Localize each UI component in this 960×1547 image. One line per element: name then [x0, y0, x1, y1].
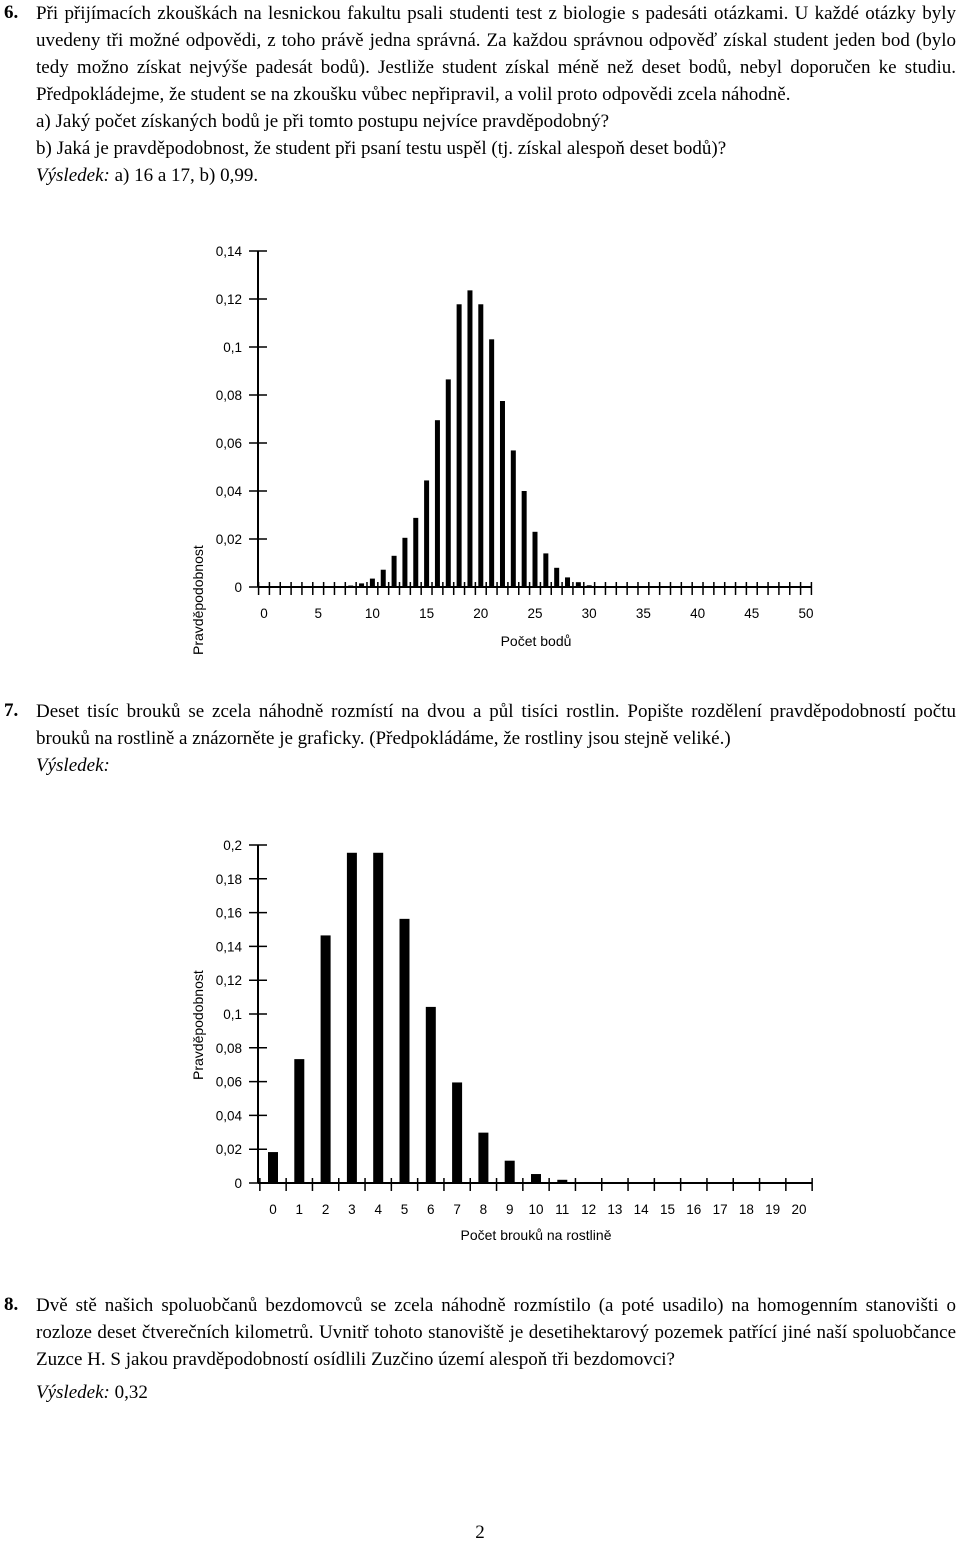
beetles-distribution-chart [0, 828, 960, 1258]
y-tick-label: 0,08 [215, 1040, 242, 1056]
x-tick-label: 5 [314, 606, 322, 621]
bar [381, 570, 386, 587]
x-tick-label: 5 [400, 1202, 409, 1217]
problem-number: 7. [4, 700, 19, 721]
x-tick-label: 15 [659, 1202, 676, 1217]
bar [554, 568, 559, 587]
bar [446, 379, 451, 587]
bar [452, 1082, 462, 1183]
x-tick-label: 8 [479, 1202, 488, 1217]
bar [543, 553, 548, 587]
chart-ylabel: Pravděpodobnost [190, 970, 206, 1080]
result-value: a) 16 a 17, b) 0,99. [109, 165, 259, 186]
x-tick-label: 40 [690, 606, 706, 621]
bar [347, 853, 357, 1183]
bar [598, 586, 603, 587]
y-tick-label: 0,16 [215, 905, 242, 921]
bar [505, 1161, 515, 1183]
bar [511, 450, 516, 587]
y-tick-label: 0,02 [215, 532, 242, 547]
problem-text [36, 0, 956, 162]
x-tick-label: 16 [686, 1202, 702, 1217]
y-tick-label: 0,02 [215, 1142, 242, 1158]
problem-text [36, 1292, 956, 1373]
x-tick-label: 25 [527, 606, 543, 621]
bar [402, 538, 407, 587]
bar [489, 339, 494, 587]
x-tick-label: 7 [453, 1202, 461, 1217]
y-tick-label: 0,12 [215, 973, 242, 989]
problem-paragraph: Deset tisíc brouků se zcela náhodně rozmístí na dvou a půl tisíci rostlin. Popište rozdělení pravděpodobností počtu brouků na rostlině a znázorněte je graficky. (Předpokládáme, že rostliny jsou stejně veliké.) [36, 701, 956, 749]
page-number: 2 [475, 1522, 485, 1543]
result [36, 162, 960, 189]
bar [457, 304, 462, 587]
y-tick-label: 0,14 [215, 939, 242, 955]
problem-number: 6. [4, 2, 19, 23]
bar [478, 1133, 488, 1183]
y-tick-label: 0,04 [215, 484, 242, 499]
x-tick-label: 11 [555, 1202, 570, 1217]
y-tick-label: 0,14 [215, 244, 242, 259]
bar [478, 304, 483, 587]
x-tick-label: 45 [744, 606, 760, 621]
x-tick-label: 13 [607, 1202, 623, 1217]
problem-paragraph: Dvě stě našich spoluobčanů bezdomovců se zcela náhodně rozmístilo (a poté usadilo) na homogenním stanovišti o rozloze deset čtverečních kilometrů. Uvnitř tohoto stanoviště je desetihektarový pozemek patřící jiné naší spoluobčance Zuzce H. S jakou pravděpodobností osídlili Zuzčino území alespoň tři bezdomovci? [36, 1295, 956, 1370]
x-tick-label: 18 [738, 1202, 754, 1217]
x-tick-label: 19 [765, 1202, 781, 1217]
y-tick-label: 0,1 [223, 340, 242, 355]
y-tick-label: 0,06 [215, 436, 242, 451]
x-tick-label: 0 [260, 606, 268, 621]
y-tick-label: 0,1 [223, 1007, 242, 1022]
bar [373, 853, 383, 1183]
bar [584, 1182, 594, 1183]
x-tick-label: 20 [473, 606, 489, 621]
bar [467, 290, 472, 587]
bar [500, 401, 505, 587]
x-tick-label: 1 [295, 1202, 304, 1217]
x-tick-label: 0 [269, 1202, 277, 1217]
chart-ylabel: Pravděpodobnost [190, 545, 206, 655]
bar [413, 518, 418, 587]
bar [587, 585, 592, 587]
x-tick-label: 30 [581, 606, 597, 621]
bar [426, 1007, 436, 1183]
x-tick-label: 50 [798, 606, 814, 621]
y-tick-label: 0 [234, 1176, 242, 1191]
bar [576, 582, 581, 587]
result-label: Výsledek: [36, 755, 110, 776]
x-tick-label: 20 [791, 1202, 807, 1217]
problem-paragraph: Při přijímacích zkouškách na lesnickou fakultu psali studenti test z biologie s padesáti otázkami. U každé otázky byly uvedeny tři možné odpovědi, z toho právě jedna správná. Za každou správnou odpověď získal student jeden bod (bylo tedy možno získat nejvýše padesát bodů). Jestliže student získal méně než deset bodů, nebyl doporučen ke studiu. Předpokládejme, že student se na zkoušku vůbec nepřipravil, a volil proto odpovědi zcela náhodně. [36, 3, 956, 105]
chart-xlabel: Počet bodů [500, 633, 572, 649]
bar [424, 480, 429, 587]
x-tick-label: 10 [528, 1202, 544, 1217]
bar [348, 586, 353, 587]
x-tick-label: 4 [374, 1202, 382, 1217]
problem-7 [0, 698, 960, 779]
x-tick-label: 15 [419, 606, 435, 621]
bar [533, 532, 538, 587]
chart-xlabel: Počet brouků na rostlině [460, 1227, 612, 1243]
problem-6 [0, 0, 960, 189]
x-tick-label: 2 [321, 1202, 330, 1217]
y-tick-label: 0,06 [215, 1074, 242, 1090]
bar [359, 583, 364, 587]
x-tick-label: 14 [633, 1202, 649, 1217]
bar [370, 579, 375, 587]
y-tick-label: 0,12 [215, 292, 242, 307]
bar [294, 1059, 304, 1183]
x-tick-label: 3 [348, 1202, 356, 1217]
y-tick-label: 0,08 [215, 388, 242, 403]
bar [400, 919, 410, 1183]
bar [435, 420, 440, 587]
result-value: 0,32 [109, 1382, 148, 1403]
x-tick-label: 12 [581, 1202, 597, 1217]
y-tick-label: 0,04 [215, 1108, 242, 1124]
x-tick-label: 17 [712, 1202, 728, 1217]
bar [268, 1152, 278, 1183]
result-label: Výsledek: [36, 165, 110, 186]
bar [565, 577, 570, 587]
problem-text [36, 698, 956, 752]
points-distribution-chart [0, 235, 960, 660]
bar [392, 556, 397, 587]
question-b: b) Jaká je pravděpodobnost, že student při psaní testu uspěl (tj. získal alespoň deset bodů)? [36, 138, 727, 159]
result-label: Výsledek: [36, 1382, 110, 1403]
result [36, 1379, 960, 1406]
y-tick-label: 0,18 [215, 871, 242, 887]
question-a: a) Jaký počet získaných bodů je při tomto postupu nejvíce pravděpodobný? [36, 111, 610, 132]
bar [522, 491, 527, 587]
bar [321, 935, 331, 1183]
x-tick-label: 35 [635, 606, 651, 621]
problem-8 [0, 1292, 960, 1406]
y-tick-label: 0 [234, 580, 242, 595]
bar [557, 1180, 567, 1183]
y-tick-label: 0,2 [223, 838, 242, 853]
result [36, 752, 960, 779]
x-tick-label: 9 [505, 1202, 514, 1217]
x-tick-label: 6 [427, 1202, 435, 1217]
problem-number: 8. [4, 1294, 19, 1315]
x-tick-label: 10 [364, 606, 380, 621]
bar [531, 1174, 541, 1183]
